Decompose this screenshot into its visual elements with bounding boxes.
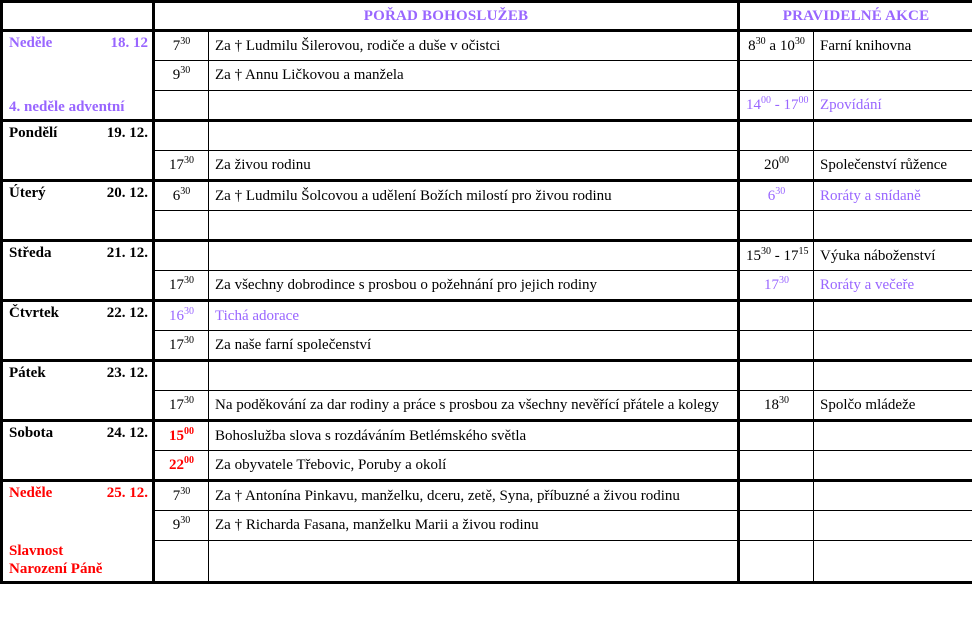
mass-intention-cell: [209, 541, 739, 583]
day-name: Sobota: [9, 425, 54, 441]
mass-time-cell: [154, 91, 209, 121]
mass-time-cell: $17^{30}$: [154, 271, 209, 301]
mass-time-cell: $6^{30}$: [154, 181, 209, 211]
event-name-cell: Spolčo mládeže: [814, 391, 972, 421]
day-name: Středa: [9, 245, 52, 261]
event-name-cell: [814, 481, 972, 511]
events-header: PRAVIDELNÉ AKCE: [739, 2, 972, 31]
mass-time-cell: [154, 211, 209, 241]
event-name-cell: [814, 511, 972, 541]
day-cell: [2, 361, 154, 421]
mass-intention-cell: Za † Annu Ličkovou a manžela: [209, 61, 739, 91]
day-date: 19. 12.: [106, 125, 148, 141]
mass-intention-cell: [209, 211, 739, 241]
day-cell: [2, 121, 154, 181]
mass-intention-cell: Za † Richarda Fasana, manželku Marii a živou rodinu: [209, 511, 739, 541]
event-time-cell: [739, 511, 814, 541]
event-time-cell: [739, 421, 814, 451]
schedule-row: [2, 421, 972, 451]
mass-intention-cell: Za † Ludmilu Šolcovou a udělení Božích milostí pro živou rodinu: [209, 181, 739, 211]
event-name-cell: Společenství růžence: [814, 151, 972, 181]
event-time-cell: $6^{30}$: [739, 181, 814, 211]
event-time-cell: [739, 541, 814, 583]
mass-time-cell: $17^{30}$: [154, 151, 209, 181]
mass-intention-cell: [209, 361, 739, 391]
day-cell: [2, 181, 154, 241]
event-name-cell: [814, 451, 972, 481]
day-cell: [2, 421, 154, 481]
header-row: [2, 2, 972, 31]
mass-time-cell: [154, 121, 209, 151]
schedule-row: [2, 301, 972, 331]
event-name-cell: [814, 211, 972, 241]
schedule-row: [2, 31, 972, 61]
mass-time-cell: [154, 361, 209, 391]
event-time-cell: $15^{30} - 17^{15}$: [739, 241, 814, 271]
mass-time-cell: [154, 241, 209, 271]
event-name-cell: [814, 121, 972, 151]
day-subtitle: Slavnost Narození Páně: [9, 542, 103, 578]
event-name-cell: [814, 301, 972, 331]
event-name-cell: Farní knihovna: [814, 31, 972, 61]
mass-time-cell: $7^{30}$: [154, 481, 209, 511]
day-date: 24. 12.: [106, 425, 148, 441]
event-time-cell: [739, 121, 814, 151]
event-name-cell: Zpovídání: [814, 91, 972, 121]
event-time-cell: $20^{00}$: [739, 151, 814, 181]
day-name: Čtvrtek: [9, 305, 59, 321]
event-time-cell: [739, 331, 814, 361]
day-cell: [2, 241, 154, 301]
day-subtitle: 4. neděle adventní: [9, 99, 125, 116]
day-name: Neděle: [9, 35, 53, 51]
event-time-cell: $17^{30}$: [739, 271, 814, 301]
services-header: POŘAD BOHOSLUŽEB: [154, 2, 739, 31]
day-date: 22. 12.: [106, 305, 148, 321]
day-name: Úterý: [9, 185, 46, 201]
event-time-cell: [739, 451, 814, 481]
mass-time-cell: $9^{30}$: [154, 511, 209, 541]
day-cell: [2, 31, 154, 121]
mass-intention-cell: [209, 121, 739, 151]
day-name: Pondělí: [9, 125, 58, 141]
event-time-cell: $14^{00} - 17^{00}$: [739, 91, 814, 121]
mass-intention-cell: Za † Antonína Pinkavu, manželku, dceru, zetě, Syna, příbuzné a živou rodinu: [209, 481, 739, 511]
schedule-row: [2, 181, 972, 211]
day-date: 18. 12: [110, 35, 148, 51]
corner-cell: [2, 2, 154, 31]
mass-intention-cell: Za všechny dobrodince s prosbou o požehnání pro jejich rodiny: [209, 271, 739, 301]
event-time-cell: [739, 301, 814, 331]
schedule-row: [2, 241, 972, 271]
mass-intention-cell: Za naše farní společenství: [209, 331, 739, 361]
event-name-cell: [814, 421, 972, 451]
schedule-row: [2, 361, 972, 391]
event-name-cell: [814, 61, 972, 91]
mass-time-cell: $15^{00}$: [154, 421, 209, 451]
mass-time-cell: $17^{30}$: [154, 331, 209, 361]
mass-time-cell: [154, 541, 209, 583]
day-cell: [2, 301, 154, 361]
mass-time-cell: $7^{30}$: [154, 31, 209, 61]
event-time-cell: [739, 61, 814, 91]
day-date: 25. 12.: [106, 485, 148, 501]
event-name-cell: [814, 361, 972, 391]
mass-intention-cell: Za obyvatele Třebovic, Poruby a okolí: [209, 451, 739, 481]
mass-time-cell: $9^{30}$: [154, 61, 209, 91]
mass-intention-cell: [209, 241, 739, 271]
day-date: 21. 12.: [106, 245, 148, 261]
day-date: 20. 12.: [106, 185, 148, 201]
event-name-cell: [814, 331, 972, 361]
day-cell: [2, 481, 154, 583]
event-name-cell: [814, 541, 972, 583]
event-time-cell: [739, 211, 814, 241]
mass-intention-cell: Tichá adorace: [209, 301, 739, 331]
mass-intention-cell: Za živou rodinu: [209, 151, 739, 181]
schedule-row: [2, 121, 972, 151]
event-time-cell: [739, 481, 814, 511]
mass-time-cell: $17^{30}$: [154, 391, 209, 421]
mass-time-cell: $22^{00}$: [154, 451, 209, 481]
event-time-cell: $18^{30}$: [739, 391, 814, 421]
event-name-cell: Roráty a večeře: [814, 271, 972, 301]
day-date: 23. 12.: [106, 365, 148, 381]
mass-intention-cell: Za † Ludmilu Šilerovou, rodiče a duše v očistci: [209, 31, 739, 61]
mass-intention-cell: Na poděkování za dar rodiny a práce s prosbou za všechny nevěřící přátele a kolegy: [209, 391, 739, 421]
day-name: Pátek: [9, 365, 46, 381]
day-name: Neděle: [9, 485, 53, 501]
schedule-row: [2, 481, 972, 511]
mass-intention-cell: Bohoslužba slova s rozdáváním Betlémského světla: [209, 421, 739, 451]
event-name-cell: Roráty a snídaně: [814, 181, 972, 211]
event-time-cell: [739, 361, 814, 391]
mass-intention-cell: [209, 91, 739, 121]
event-time-cell: $8^{30}$ a $10^{30}$: [739, 31, 814, 61]
event-name-cell: Výuka náboženství: [814, 241, 972, 271]
mass-time-cell: $16^{30}$: [154, 301, 209, 331]
